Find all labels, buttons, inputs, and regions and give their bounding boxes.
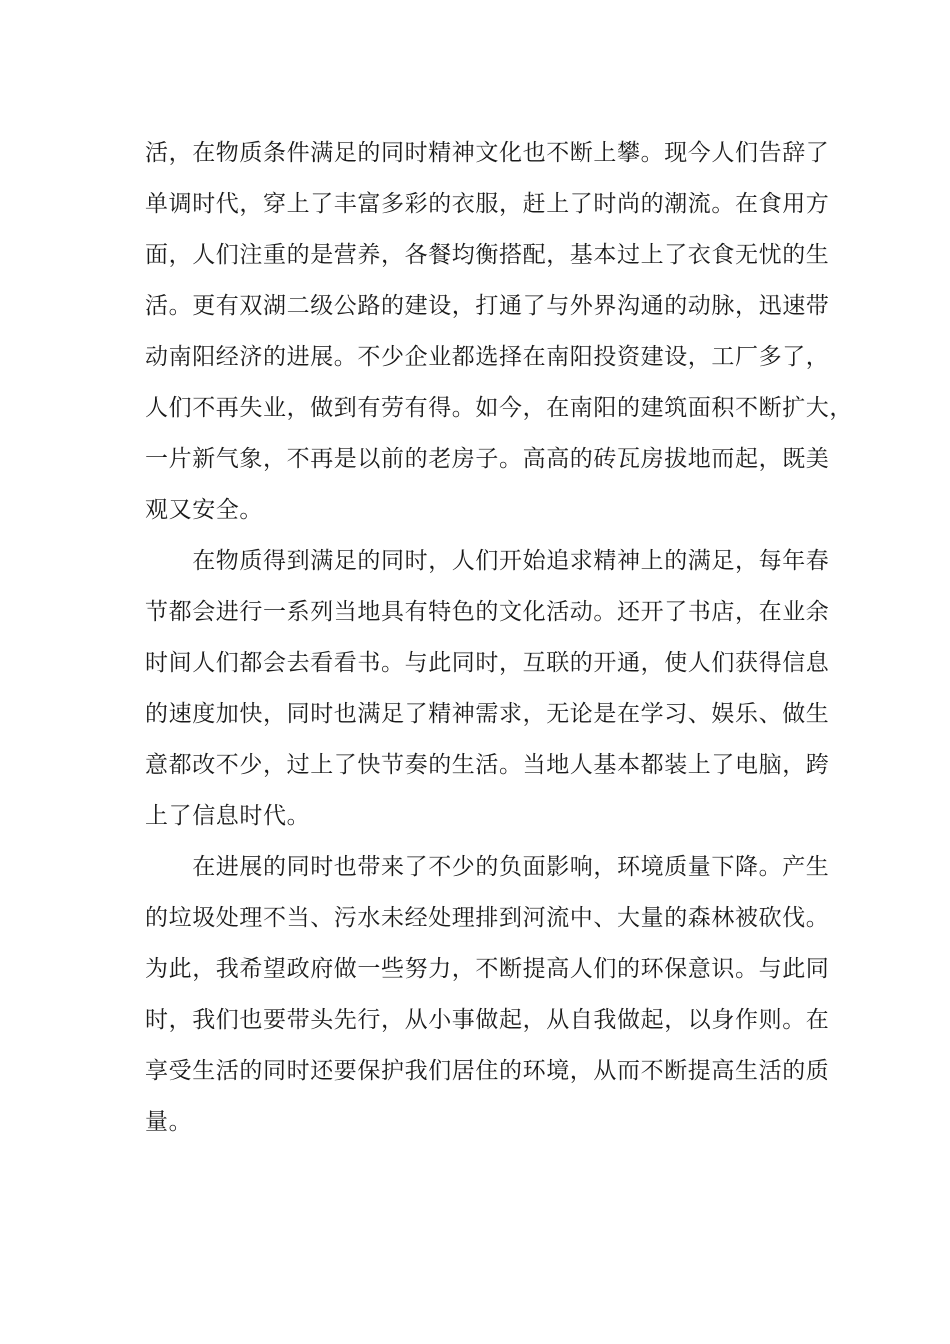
text-line: 面，人们注重的是营养，各餐均衡搭配，基本过上了衣食无忧的生 bbox=[145, 242, 830, 268]
text-line: 在进展的同时也带来了不少的负面影响，环境质量下降。产生 bbox=[145, 854, 830, 880]
text-line: 一片新气象，不再是以前的老房子。高高的砖瓦房拔地而起，既美 bbox=[145, 446, 830, 472]
text-line: 上了信息时代。 bbox=[145, 803, 311, 829]
text-line: 时，我们也要带头先行，从小事做起，从自我做起，以身作则。在 bbox=[145, 1007, 830, 1033]
text-line: 活。更有双湖二级公路的建设，打通了与外界沟通的动脉，迅速带 bbox=[145, 293, 830, 319]
document-body bbox=[145, 128, 853, 1148]
paragraph-2 bbox=[145, 536, 830, 842]
text-line: 享受生活的同时还要保护我们居住的环境，从而不断提高生活的质 bbox=[145, 1058, 830, 1084]
text-line: 在物质得到满足的同时，人们开始追求精神上的满足，每年春 bbox=[145, 548, 830, 574]
text-line: 意都改不少，过上了快节奏的生活。当地人基本都装上了电脑，跨 bbox=[145, 752, 830, 778]
text-line: 时间人们都会去看看书。与此同时，互联的开通，使人们获得信息 bbox=[145, 650, 830, 676]
text-line: 活，在物质条件满足的同时精神文化也不断上攀。现今人们告辞了 bbox=[145, 140, 830, 166]
paragraph-3 bbox=[145, 842, 830, 1148]
text-line: 单调时代，穿上了丰富多彩的衣服，赶上了时尚的潮流。在食用方 bbox=[145, 191, 830, 217]
text-line: 动南阳经济的进展。不少企业都选择在南阳投资建设，工厂多了， bbox=[145, 344, 830, 370]
text-line: 的速度加快，同时也满足了精神需求，无论是在学习、娱乐、做生 bbox=[145, 701, 830, 727]
text-line: 观又安全。 bbox=[145, 497, 263, 523]
text-line: 量。 bbox=[145, 1109, 193, 1135]
text-line: 节都会进行一系列当地具有特色的文化活动。还开了书店，在业余 bbox=[145, 599, 830, 625]
text-line: 为此，我希望政府做一些努力，不断提高人们的环保意识。与此同 bbox=[145, 956, 830, 982]
text-line: 人们不再失业，做到有劳有得。如今，在南阳的建筑面积不断扩大， bbox=[145, 395, 853, 421]
paragraph-1 bbox=[145, 128, 853, 536]
text-line: 的垃圾处理不当、污水未经处理排到河流中、大量的森林被砍伐。 bbox=[145, 905, 830, 931]
